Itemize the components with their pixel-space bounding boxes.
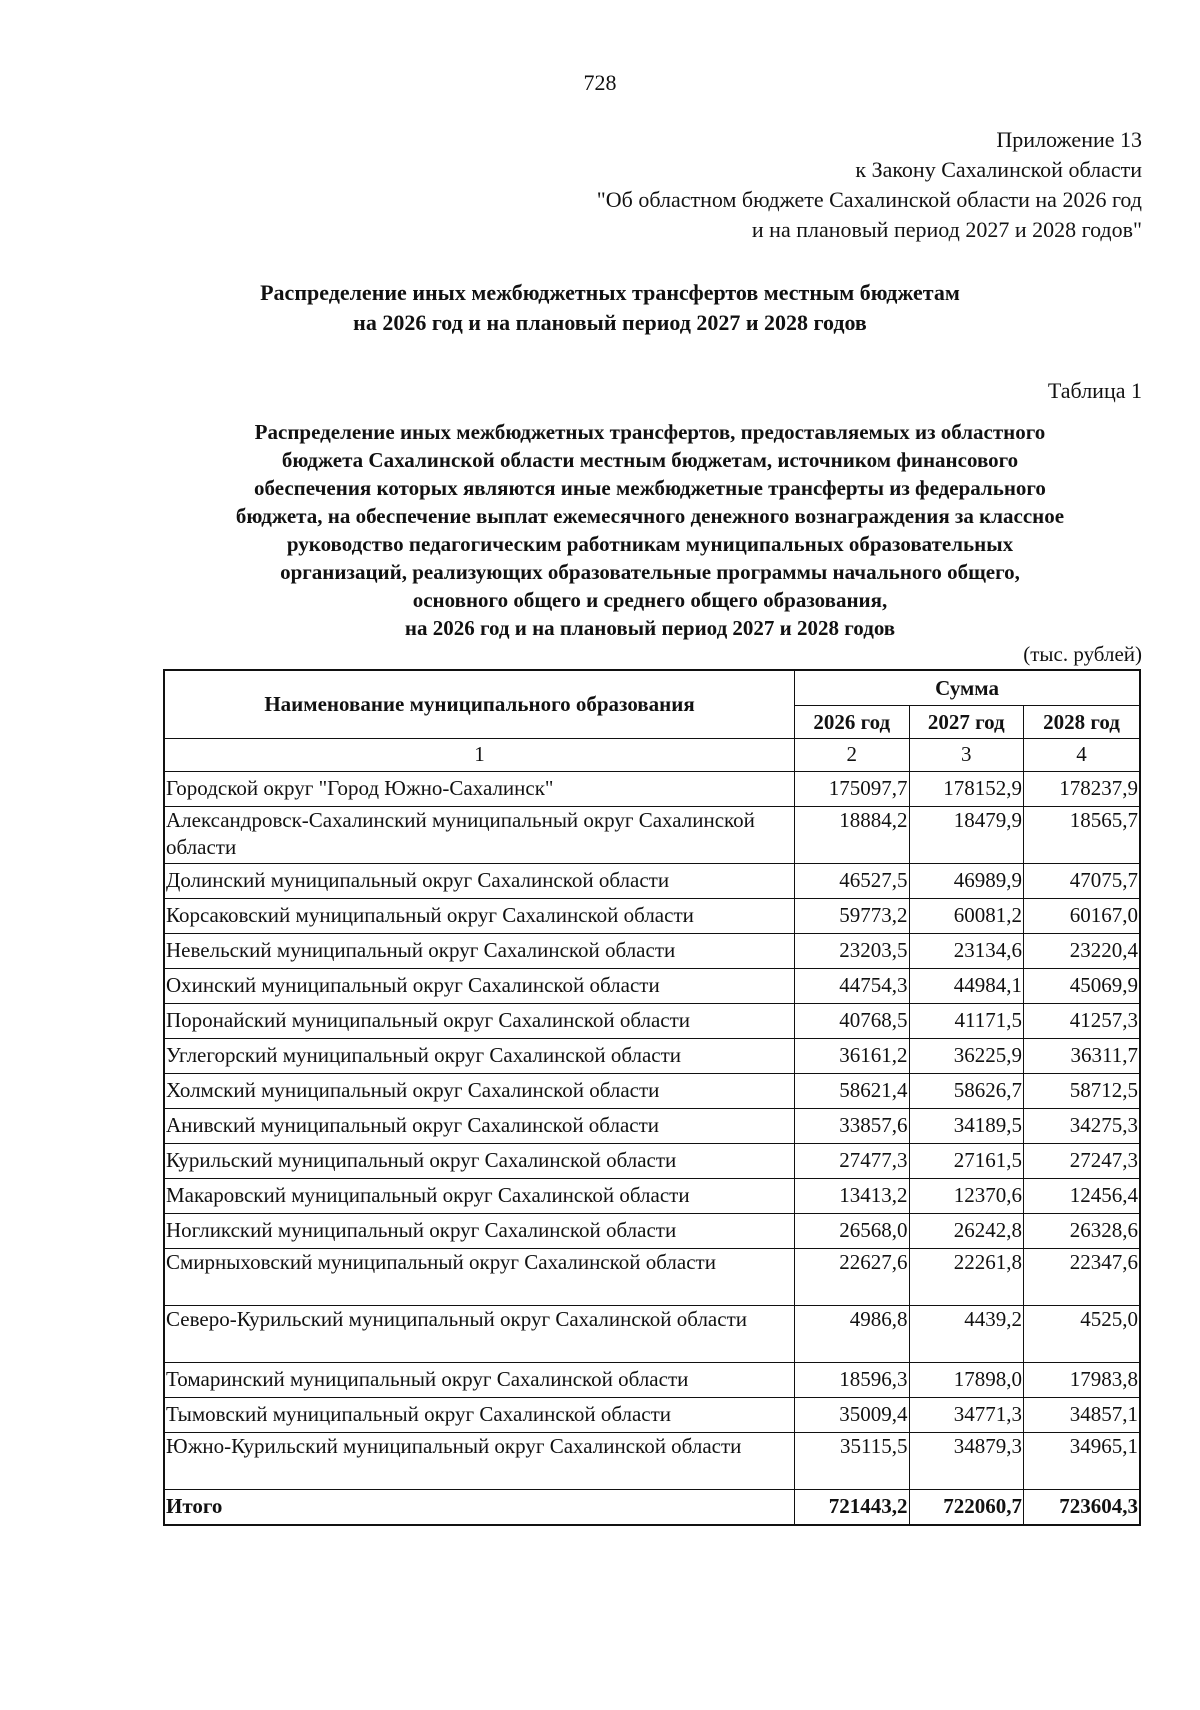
value-2028: 58712,5 bbox=[1023, 1074, 1140, 1109]
table-row bbox=[164, 1179, 1140, 1214]
value-2028: 34857,1 bbox=[1023, 1398, 1140, 1433]
value-2026: 13413,2 bbox=[795, 1179, 909, 1214]
value-2026: 27477,3 bbox=[795, 1144, 909, 1179]
municipality-name: Курильский муниципальный округ Сахалинской области bbox=[164, 1144, 795, 1179]
table-title-line: обеспечения которых являются иные межбюджетные трансферты из федерального bbox=[254, 476, 1046, 500]
value-2026: 40768,5 bbox=[795, 1004, 909, 1039]
value-2028: 60167,0 bbox=[1023, 899, 1140, 934]
municipality-name: Тымовский муниципальный округ Сахалинской области bbox=[164, 1398, 795, 1433]
table-row bbox=[164, 1249, 1140, 1306]
column-index: 2 bbox=[795, 739, 909, 772]
table-row bbox=[164, 1433, 1140, 1490]
table-row bbox=[164, 1214, 1140, 1249]
value-2027: 26242,8 bbox=[909, 1214, 1023, 1249]
title-line: Распределение иных межбюджетных трансфертов местным бюджетам bbox=[260, 280, 960, 305]
value-2027: 46989,9 bbox=[909, 864, 1023, 899]
value-2028: 12456,4 bbox=[1023, 1179, 1140, 1214]
value-2026: 44754,3 bbox=[795, 969, 909, 1004]
value-2026: 18596,3 bbox=[795, 1363, 909, 1398]
value-2027: 4439,2 bbox=[909, 1306, 1023, 1363]
value-2027: 34879,3 bbox=[909, 1433, 1023, 1490]
appendix-line: к Закону Сахалинской области bbox=[855, 157, 1142, 182]
table-label: Таблица 1 bbox=[1047, 378, 1142, 403]
value-2026: 35115,5 bbox=[795, 1433, 909, 1490]
value-2027: 44984,1 bbox=[909, 969, 1023, 1004]
title-line: на 2026 год и на плановый период 2027 и 2028 годов bbox=[353, 310, 867, 335]
header-year-2028: 2028 год bbox=[1023, 706, 1140, 739]
table-row bbox=[164, 864, 1140, 899]
municipality-name: Корсаковский муниципальный округ Сахалинской области bbox=[164, 899, 795, 934]
value-2028: 4525,0 bbox=[1023, 1306, 1140, 1363]
table-row bbox=[164, 1144, 1140, 1179]
table-row bbox=[164, 807, 1140, 864]
column-index: 4 bbox=[1023, 739, 1140, 772]
value-2028: 34965,1 bbox=[1023, 1433, 1140, 1490]
value-2027: 17898,0 bbox=[909, 1363, 1023, 1398]
value-2027: 22261,8 bbox=[909, 1249, 1023, 1306]
value-2026: 22627,6 bbox=[795, 1249, 909, 1306]
table-title-line: организаций, реализующих образовательные программы начального общего, bbox=[280, 560, 1020, 584]
value-2027: 36225,9 bbox=[909, 1039, 1023, 1074]
value-2028: 17983,8 bbox=[1023, 1363, 1140, 1398]
municipality-name: Южно-Курильский муниципальный округ Сахалинской области bbox=[164, 1433, 795, 1490]
total-label: Итого bbox=[164, 1490, 795, 1526]
table-row bbox=[164, 1306, 1140, 1363]
value-2026: 36161,2 bbox=[795, 1039, 909, 1074]
value-2027: 178152,9 bbox=[909, 772, 1023, 807]
municipality-name: Томаринский муниципальный округ Сахалинской области bbox=[164, 1363, 795, 1398]
value-2027: 34771,3 bbox=[909, 1398, 1023, 1433]
table-row bbox=[164, 934, 1140, 969]
municipality-name: Охинский муниципальный округ Сахалинской области bbox=[164, 969, 795, 1004]
value-2028: 47075,7 bbox=[1023, 864, 1140, 899]
value-2027: 18479,9 bbox=[909, 807, 1023, 864]
municipality-name: Углегорский муниципальный округ Сахалинской области bbox=[164, 1039, 795, 1074]
value-2028: 23220,4 bbox=[1023, 934, 1140, 969]
page-number: 728 bbox=[583, 70, 617, 95]
units-label: (тыс. рублей) bbox=[1023, 642, 1142, 666]
municipality-name: Поронайский муниципальный округ Сахалинской области bbox=[164, 1004, 795, 1039]
total-2027: 722060,7 bbox=[909, 1490, 1023, 1526]
column-index: 3 bbox=[909, 739, 1023, 772]
value-2026: 4986,8 bbox=[795, 1306, 909, 1363]
value-2026: 35009,4 bbox=[795, 1398, 909, 1433]
value-2027: 41171,5 bbox=[909, 1004, 1023, 1039]
value-2028: 41257,3 bbox=[1023, 1004, 1140, 1039]
value-2028: 22347,6 bbox=[1023, 1249, 1140, 1306]
value-2028: 36311,7 bbox=[1023, 1039, 1140, 1074]
document-title bbox=[0, 278, 1200, 338]
value-2026: 175097,7 bbox=[795, 772, 909, 807]
municipality-name: Анивский муниципальный округ Сахалинской области bbox=[164, 1109, 795, 1144]
municipality-name: Городской округ "Город Южно-Сахалинск" bbox=[164, 772, 795, 807]
header-year-2026: 2026 год bbox=[795, 706, 909, 739]
table-row bbox=[164, 1398, 1140, 1433]
table-row bbox=[164, 1039, 1140, 1074]
table-row bbox=[164, 1363, 1140, 1398]
value-2026: 23203,5 bbox=[795, 934, 909, 969]
transfers-table bbox=[163, 669, 1141, 1526]
value-2027: 23134,6 bbox=[909, 934, 1023, 969]
table-row bbox=[164, 899, 1140, 934]
table-title-line: Распределение иных межбюджетных трансфертов, предоставляемых из областного bbox=[254, 420, 1046, 444]
value-2026: 59773,2 bbox=[795, 899, 909, 934]
value-2028: 18565,7 bbox=[1023, 807, 1140, 864]
municipality-name: Макаровский муниципальный округ Сахалинской области bbox=[164, 1179, 795, 1214]
total-2026: 721443,2 bbox=[795, 1490, 909, 1526]
table-title-line: бюджета, на обеспечение выплат ежемесячного денежного вознаграждения за классное bbox=[235, 504, 1065, 528]
appendix-line: Приложение 13 bbox=[996, 127, 1142, 152]
table-row bbox=[164, 1004, 1140, 1039]
value-2026: 46527,5 bbox=[795, 864, 909, 899]
table-title-line: бюджета Сахалинской области местным бюджетам, источником финансового bbox=[281, 448, 1019, 472]
table-row bbox=[164, 969, 1140, 1004]
municipality-name: Холмский муниципальный округ Сахалинской области bbox=[164, 1074, 795, 1109]
municipality-name: Долинский муниципальный округ Сахалинской области bbox=[164, 864, 795, 899]
value-2028: 178237,9 bbox=[1023, 772, 1140, 807]
value-2026: 26568,0 bbox=[795, 1214, 909, 1249]
municipality-name: Александровск-Сахалинский муниципальный округ Сахалинской области bbox=[164, 807, 795, 864]
column-index: 1 bbox=[164, 739, 795, 772]
value-2027: 58626,7 bbox=[909, 1074, 1023, 1109]
value-2027: 60081,2 bbox=[909, 899, 1023, 934]
value-2026: 58621,4 bbox=[795, 1074, 909, 1109]
value-2027: 12370,6 bbox=[909, 1179, 1023, 1214]
value-2028: 26328,6 bbox=[1023, 1214, 1140, 1249]
value-2026: 18884,2 bbox=[795, 807, 909, 864]
municipality-name: Северо-Курильский муниципальный округ Сахалинской области bbox=[164, 1306, 795, 1363]
table-row bbox=[164, 772, 1140, 807]
table-title-line: руководство педагогическим работникам муниципальных образовательных bbox=[286, 532, 1014, 556]
total-2028: 723604,3 bbox=[1023, 1490, 1140, 1526]
table-title-line: на 2026 год и на плановый период 2027 и 2028 годов bbox=[404, 616, 896, 640]
header-sum: Сумма bbox=[795, 670, 1140, 706]
header-year-2027: 2027 год bbox=[909, 706, 1023, 739]
appendix-reference bbox=[597, 125, 1142, 245]
header-name: Наименование муниципального образования bbox=[164, 670, 795, 739]
total-row bbox=[164, 1490, 1140, 1526]
table-body bbox=[164, 772, 1140, 1526]
table-title bbox=[160, 418, 1140, 642]
value-2028: 45069,9 bbox=[1023, 969, 1140, 1004]
value-2027: 27161,5 bbox=[909, 1144, 1023, 1179]
appendix-line: и на плановый период 2027 и 2028 годов" bbox=[751, 217, 1142, 242]
municipality-name: Смирныховский муниципальный округ Сахалинской области bbox=[164, 1249, 795, 1306]
value-2027: 34189,5 bbox=[909, 1109, 1023, 1144]
value-2028: 27247,3 bbox=[1023, 1144, 1140, 1179]
municipality-name: Ногликский муниципальный округ Сахалинской области bbox=[164, 1214, 795, 1249]
value-2028: 34275,3 bbox=[1023, 1109, 1140, 1144]
appendix-line: "Об областном бюджете Сахалинской области на 2026 год bbox=[596, 187, 1142, 212]
value-2026: 33857,6 bbox=[795, 1109, 909, 1144]
table-row bbox=[164, 1109, 1140, 1144]
municipality-name: Невельский муниципальный округ Сахалинской области bbox=[164, 934, 795, 969]
table-title-line: основного общего и среднего общего образования, bbox=[412, 588, 888, 612]
table-row bbox=[164, 1074, 1140, 1109]
